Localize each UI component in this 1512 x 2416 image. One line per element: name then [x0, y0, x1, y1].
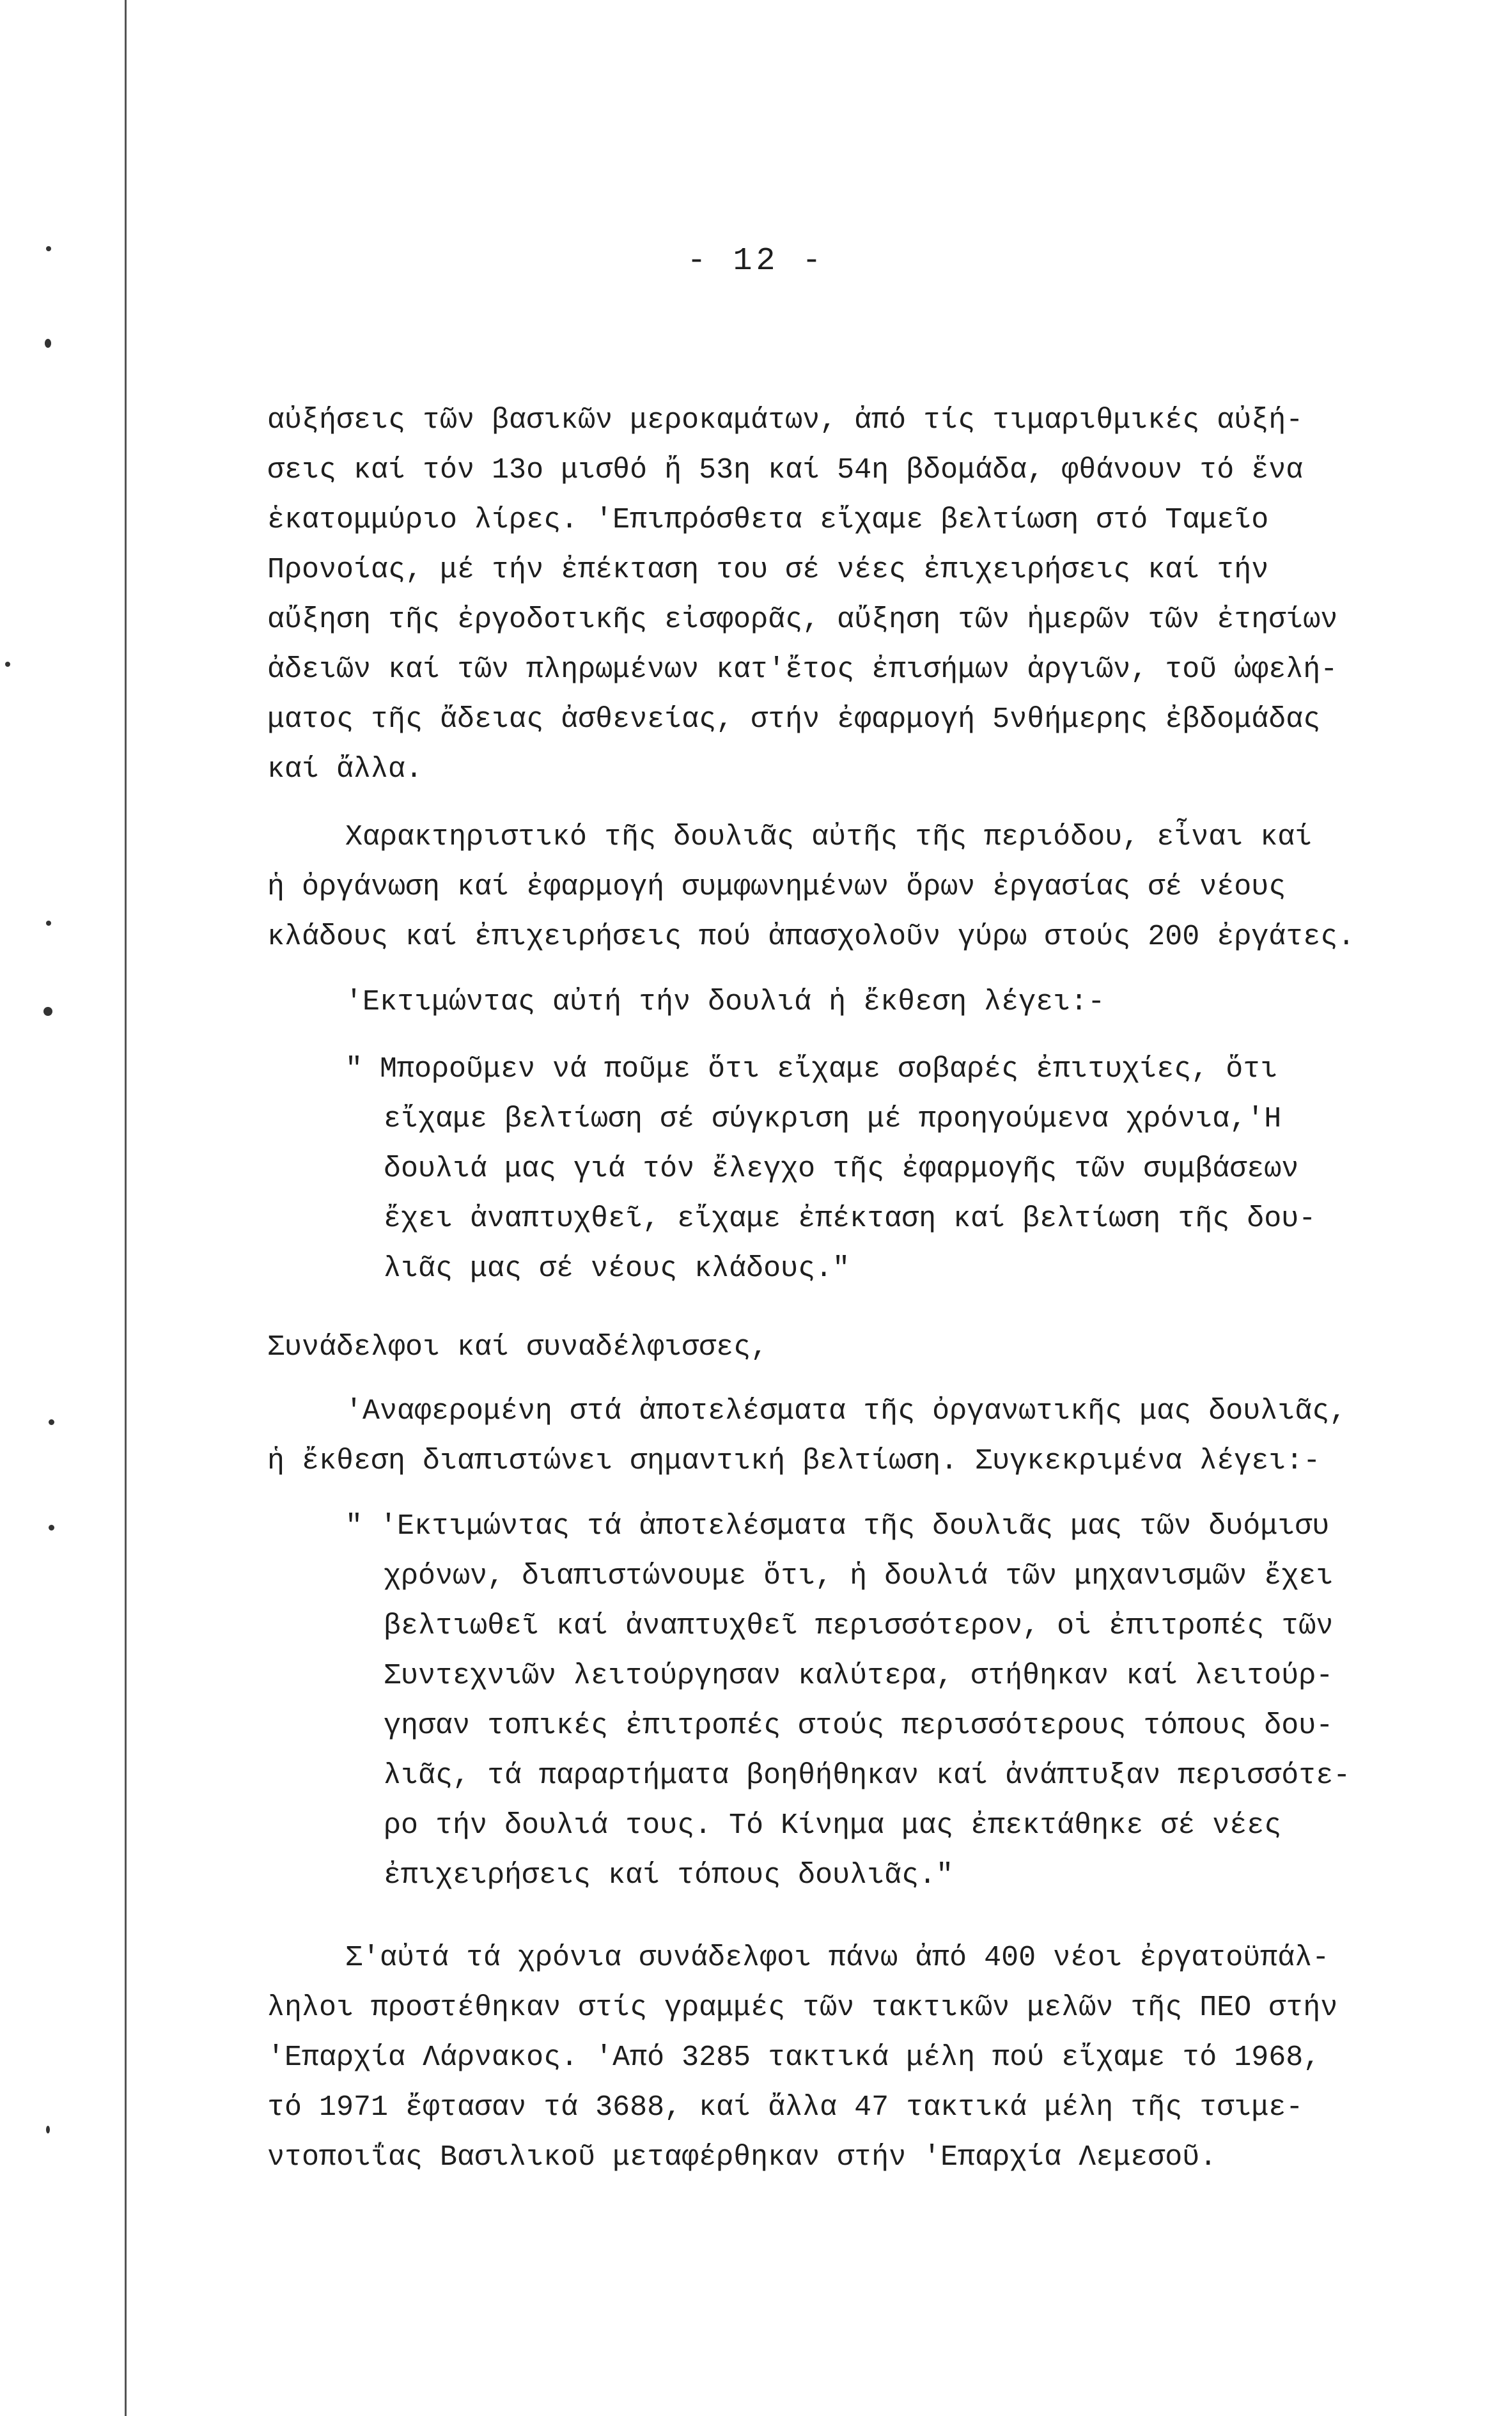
- quote-text-line: ρο τήν δουλιά τους. Τό Κίνημα μας ἐπεκτάθηκε σέ νέες: [384, 1809, 1282, 1842]
- salutation-line: Συνάδελφοι καί συναδέλφισσες,: [267, 1331, 768, 1364]
- quote-text-line: ἐπιχειρήσεις καί τόπους δουλιᾶς.": [384, 1859, 954, 1892]
- body-text-line: ἀδειῶν καί τῶν πληρωμένων κατ'ἔτος ἐπισήμων ἀργιῶν, τοῦ ὠφελή-: [267, 653, 1338, 686]
- quote-text-line: ἔχει ἀναπτυχθεῖ, εἴχαμε ἐπέκταση καί βελτίωση τῆς δου-: [384, 1203, 1316, 1235]
- body-text-line: ἡ ὀργάνωση καί ἐφαρμογή συμφωνημένων ὅρων ἐργασίας σέ νέους: [267, 871, 1286, 903]
- body-text-line: Χαρακτηριστικό τῆς δουλιᾶς αὐτῆς τῆς περιόδου, εἶναι καί: [345, 821, 1313, 853]
- body-text-line: αὐξήσεις τῶν βασικῶν μεροκαμάτων, ἀπό τίς τιμαριθμικές αὐξή-: [267, 404, 1304, 437]
- body-text-line: ἡ ἔκθεση διαπιστώνει σημαντική βελτίωση. Συγκεκριμένα λέγει:-: [267, 1445, 1321, 1477]
- body-text-line: καί ἄλλα.: [267, 753, 423, 786]
- quote-text-line: " Μποροῦμεν νά ποῦμε ὅτι εἴχαμε σοβαρές ἐπιτυχίες, ὅτι: [345, 1053, 1278, 1086]
- scan-speck: [49, 1525, 54, 1531]
- quote-text-line: Συντεχνιῶν λειτούργησαν καλύτερα, στήθηκαν καί λειτούρ-: [384, 1660, 1334, 1692]
- quote-text-line: χρόνων, διαπιστώνουμε ὅτι, ἡ δουλιά τῶν μηχανισμῶν ἔχει: [384, 1560, 1334, 1593]
- binding-line: [125, 0, 127, 2416]
- body-text-line: 'Αναφερομένη στά ἀποτελέσματα τῆς ὀργανωτικῆς μας δουλιᾶς,: [345, 1395, 1347, 1428]
- body-text-line: αὔξηση τῆς ἐργοδοτικῆς εἰσφορᾶς, αὔξηση τῶν ἡμερῶν τῶν ἐτησίων: [267, 604, 1338, 636]
- body-text-line: 'Εκτιμώντας αὐτή τήν δουλιά ἡ ἔκθεση λέγει:-: [345, 986, 1105, 1018]
- body-text-line: 'Επαρχία Λάρνακος. 'Από 3285 τακτικά μέλη πού εἴχαμε τό 1968,: [267, 2041, 1321, 2074]
- scan-speck: [49, 1419, 54, 1425]
- body-text-line: τό 1971 ἔφτασαν τά 3688, καί ἄλλα 47 τακτικά μέλη τῆς τσιμε-: [267, 2091, 1304, 2124]
- scan-speck: [43, 1007, 52, 1016]
- scan-speck: [45, 339, 51, 348]
- scan-speck: [46, 921, 51, 926]
- quote-text-line: δουλιά μας γιά τόν ἔλεγχο τῆς ἐφαρμογῆς τῶν συμβάσεων: [384, 1153, 1299, 1185]
- quote-text-line: εἴχαμε βελτίωση σέ σύγκριση μέ προηγούμενα χρόνια,'Η: [384, 1103, 1282, 1135]
- quote-text-line: " 'Εκτιμώντας τά ἀποτελέσματα τῆς δουλιᾶς μας τῶν δυόμισυ: [345, 1510, 1330, 1543]
- quote-text-line: βελτιωθεῖ καί ἀναπτυχθεῖ περισσότερον, οἱ ἐπιτροπές τῶν: [384, 1610, 1334, 1642]
- body-text-line: ματος τῆς ἄδειας ἀσθενείας, στήν ἐφαρμογή 5νθήμερης ἐβδομάδας: [267, 703, 1321, 736]
- quote-text-line: γησαν τοπικές ἐπιτροπές στούς περισσότερους τόπους δου-: [384, 1710, 1334, 1742]
- quote-text-line: λιᾶς, τά παραρτήματα βοηθήθηκαν καί ἀνάπτυξαν περισσότε-: [384, 1759, 1351, 1792]
- body-text-line: κλάδους καί ἐπιχειρήσεις πού ἀπασχολοῦν γύρω στούς 200 ἐργάτες.: [267, 921, 1355, 953]
- body-text-line: ἑκατομμύριο λίρες. 'Επιπρόσθετα εἴχαμε βελτίωση στό Ταμεῖο: [267, 504, 1269, 536]
- body-text-line: ντοποιΐας Βασιλικοῦ μεταφέρθηκαν στήν 'Επαρχία Λεμεσοῦ.: [267, 2141, 1217, 2174]
- body-text-line: σεις καί τόν 13ο μισθό ἤ 53η καί 54η βδομάδα, φθάνουν τό ἕνα: [267, 454, 1304, 487]
- body-text-line: Προνοίας, μέ τήν ἐπέκταση του σέ νέες ἐπιχειρήσεις καί τήν: [267, 554, 1269, 586]
- page-number: - 12 -: [687, 243, 825, 279]
- scan-speck: [46, 2126, 50, 2133]
- quote-text-line: λιᾶς μας σέ νέους κλάδους.": [384, 1252, 850, 1285]
- scan-speck: [5, 662, 10, 667]
- body-text-line: ληλοι προστέθηκαν στίς γραμμές τῶν τακτικῶν μελῶν τῆς ΠΕΟ στήν: [267, 1991, 1338, 2024]
- body-text-line: Σ'αὐτά τά χρόνια συνάδελφοι πάνω ἀπό 400 νέοι ἐργατοϋπάλ-: [345, 1942, 1330, 1974]
